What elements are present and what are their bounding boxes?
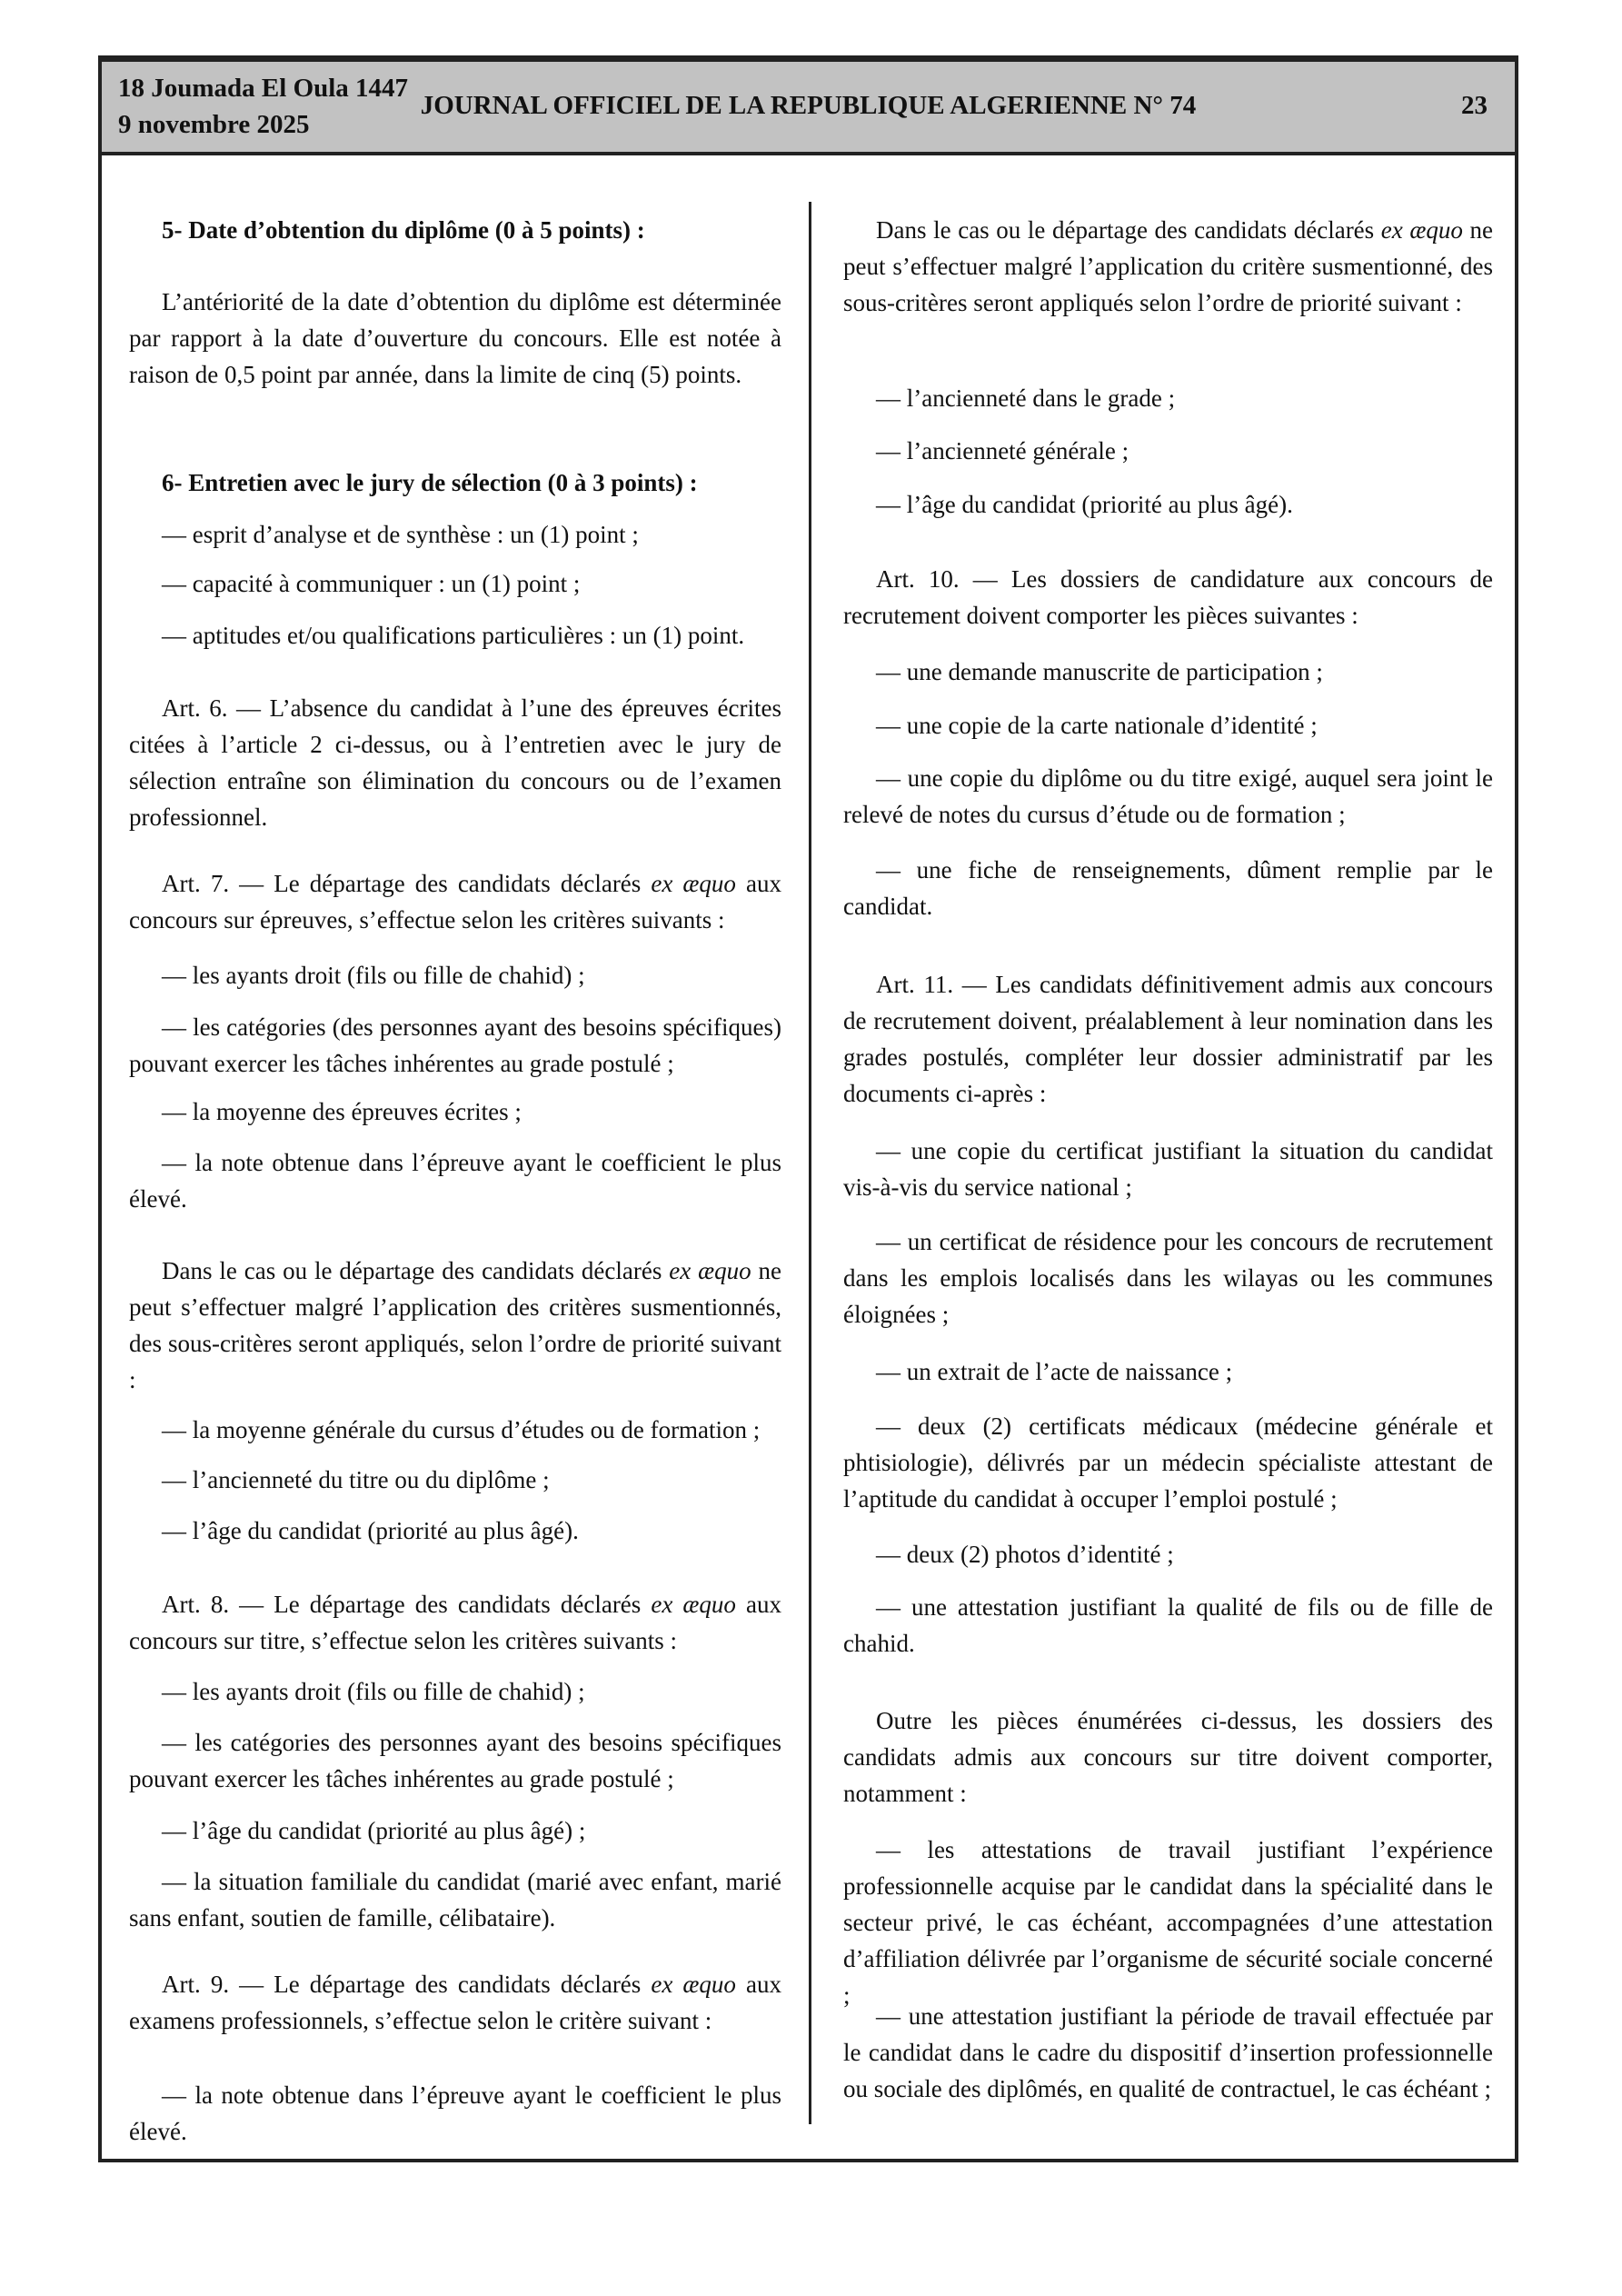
right-column-paragraph <box>843 1133 1493 1205</box>
paragraph-text: Art. 6. — L’absence du candidat à l’une des épreuves écrites citées à l’article 2 ci-dessus, ou à l’entretien avec le jury de sélection entraîne son élimination du concours ou de l’examen professionnel. <box>129 694 781 831</box>
left-column-paragraph <box>129 565 781 602</box>
right-column-paragraph <box>843 1536 1493 1572</box>
paragraph-text: Art. 10. — Les dossiers de candidature aux concours de recrutement doivent comporter les pièces suivantes : <box>843 565 1493 629</box>
paragraph-text: ne peut s’effectuer malgré l’application du critère susmentionné, des sous-critères seront appliqués selon l’ordre de priorité suivant : <box>843 216 1493 316</box>
left-column-paragraph <box>129 1253 781 1398</box>
left-column-paragraph <box>129 1512 781 1549</box>
left-column-paragraph <box>129 1009 781 1082</box>
paragraph-text: ne peut s’effectuer malgré l’application des critères susmentionnés, des sous-critères seront appliqués, selon l’ordre de priorité suivant : <box>129 1257 781 1393</box>
left-column-paragraph <box>129 212 781 248</box>
paragraph-text: Art. 9. — Le départage des candidats déclarés <box>162 1971 652 1998</box>
page-number: 23 <box>1461 91 1488 120</box>
left-column-paragraph <box>129 1093 781 1130</box>
header-date-hijri: 18 Joumada El Oula 1447 <box>118 74 409 103</box>
paragraph-text: — une copie de la carte nationale d’identité ; <box>876 712 1318 739</box>
left-column-paragraph <box>129 1812 781 1849</box>
right-column-paragraph <box>843 1832 1493 2013</box>
paragraph-text: Art. 7. — Le départage des candidats déclarés <box>162 870 652 897</box>
paragraph-text: — la note obtenue dans l’épreuve ayant le coefficient le plus élevé. <box>129 1149 781 1213</box>
paragraph-text: — les attestations de travail justifiant l’expérience professionnelle acquise par le candidat dans la spécialité dans le secteur privé, le cas échéant, accompagnées d’une attestation d’affiliation délivrée par l’organisme de sécurité sociale concerné ; <box>843 1836 1493 2009</box>
left-column-paragraph <box>129 865 781 938</box>
left-column-paragraph <box>129 617 781 654</box>
latin-term: ex æquo <box>651 870 736 897</box>
right-column-paragraph <box>843 1223 1493 1333</box>
right-column-paragraph <box>843 380 1493 416</box>
left-column-paragraph <box>129 1462 781 1498</box>
right-column-paragraph <box>843 1589 1493 1662</box>
latin-term: ex æquo <box>651 1591 736 1618</box>
paragraph-text: — une attestation justifiant la qualité de fils ou de fille de chahid. <box>843 1593 1493 1657</box>
right-column-paragraph <box>843 433 1493 469</box>
left-column-paragraph <box>129 1673 781 1710</box>
paragraph-text: — capacité à communiquer : un (1) point ; <box>162 570 581 597</box>
paragraph-text: — l’âge du candidat (priorité au plus âgé). <box>876 491 1293 518</box>
right-column-paragraph <box>843 486 1493 523</box>
paragraph-text: — une fiche de renseignements, dûment remplie par le candidat. <box>843 856 1493 920</box>
left-column-paragraph <box>129 464 781 501</box>
column-divider <box>809 202 811 2124</box>
left-column-paragraph <box>129 516 781 553</box>
header-date-gregorian: 9 novembre 2025 <box>118 110 310 139</box>
paragraph-text: — l’ancienneté générale ; <box>876 437 1129 464</box>
paragraph-text: — les ayants droit (fils ou fille de chahid) ; <box>162 1678 585 1705</box>
paragraph-text: — les catégories (des personnes ayant des besoins spécifiques) pouvant exercer les tâches inhérentes au grade postulé ; <box>129 1013 781 1077</box>
right-column-paragraph <box>843 760 1493 833</box>
paragraph-text: — la situation familiale du candidat (marié avec enfant, marié sans enfant, soutien de famille, célibataire). <box>129 1868 781 1932</box>
paragraph-text: — l’ancienneté du titre ou du diplôme ; <box>162 1466 550 1493</box>
paragraph-text: — les catégories des personnes ayant des besoins spécifiques pouvant exercer les tâches inhérentes au grade postulé ; <box>129 1729 781 1792</box>
paragraph-text: — la moyenne des épreuves écrites ; <box>162 1098 522 1125</box>
paragraph-text: — un certificat de résidence pour les concours de recrutement dans les emplois localisés dans les wilayas ou les communes éloignées ; <box>843 1228 1493 1328</box>
paragraph-text: — deux (2) certificats médicaux (médecine générale et phtisiologie), délivrés par un médecin spécialiste attestant de l’aptitude du candidat à occuper l’emploi postulé ; <box>843 1413 1493 1512</box>
section-heading: 6- Entretien avec le jury de sélection (0 à 3 points) : <box>162 469 698 496</box>
paragraph-text: — un extrait de l’acte de naissance ; <box>876 1358 1233 1385</box>
paragraph-text: Outre les pièces énumérées ci-dessus, les dossiers des candidats admis aux concours sur titre doivent comporter, notamment : <box>843 1707 1493 1807</box>
paragraph-text: — esprit d’analyse et de synthèse : un (1) point ; <box>162 521 639 548</box>
paragraph-text: aux concours sur titre, s’effectue selon les critères suivants : <box>129 1591 781 1654</box>
paragraph-text: — la moyenne générale du cursus d’études ou de formation ; <box>162 1416 761 1443</box>
left-column-paragraph <box>129 284 781 393</box>
paragraph-text: — l’ancienneté dans le grade ; <box>876 384 1176 412</box>
right-column-paragraph <box>843 1702 1493 1812</box>
right-column-paragraph <box>843 654 1493 690</box>
left-column-paragraph <box>129 1412 781 1448</box>
left-column-paragraph <box>129 1586 781 1659</box>
right-column-paragraph <box>843 561 1493 634</box>
paragraph-text: Art. 8. — Le départage des candidats déclarés <box>162 1591 652 1618</box>
paragraph-text: — deux (2) photos d’identité ; <box>876 1541 1174 1568</box>
left-column-paragraph <box>129 690 781 835</box>
paragraph-text: — aptitudes et/ou qualifications particulières : un (1) point. <box>162 622 745 649</box>
right-column-paragraph <box>843 1408 1493 1517</box>
paragraph-text: — la note obtenue dans l’épreuve ayant le coefficient le plus élevé. <box>129 2081 781 2145</box>
latin-term: ex æquo <box>651 1971 736 1998</box>
right-column-paragraph <box>843 212 1493 321</box>
paragraph-text: Dans le cas ou le départage des candidats déclarés <box>162 1257 670 1284</box>
left-column-paragraph <box>129 1724 781 1797</box>
paragraph-text: Art. 11. — Les candidats définitivement admis aux concours de recrutement doivent, préalablement à leur nomination dans les grades postulés, compléter leur dossier administratif par les documents ci-après : <box>843 971 1493 1107</box>
paragraph-text: aux concours sur épreuves, s’effectue selon les critères suivants : <box>129 870 781 933</box>
paragraph-text: Dans le cas ou le départage des candidats déclarés <box>876 216 1381 244</box>
latin-term: ex æquo <box>669 1257 751 1284</box>
journal-title: JOURNAL OFFICIEL DE LA REPUBLIQUE ALGERIENNE N° 74 <box>420 91 1197 120</box>
paragraph-text: — une copie du diplôme ou du titre exigé, auquel sera joint le relevé de notes du cursus d’étude ou de formation ; <box>843 764 1493 828</box>
left-column-paragraph <box>129 1144 781 1217</box>
paragraph-text: L’antériorité de la date d’obtention du diplôme est déterminée par rapport à la date d’ouverture du concours. Elle est notée à raison de 0,5 point par année, dans la limite de cinq (5) points. <box>129 288 781 388</box>
left-column-paragraph <box>129 2077 781 2150</box>
paragraph-text: — l’âge du candidat (priorité au plus âgé). <box>162 1517 579 1544</box>
paragraph-text: — une copie du certificat justifiant la situation du candidat vis-à-vis du service national ; <box>843 1137 1493 1201</box>
right-column-paragraph <box>843 1998 1493 2107</box>
paragraph-text: — une attestation justifiant la période de travail effectuée par le candidat dans le cadre du dispositif d’insertion professionnelle ou sociale des diplômés, en qualité de contractuel, le cas échéant ; <box>843 2002 1493 2102</box>
latin-term: ex æquo <box>1380 216 1463 244</box>
right-column-paragraph <box>843 707 1493 744</box>
paragraph-text: aux examens professionnels, s’effectue selon le critère suivant : <box>129 1971 781 2034</box>
right-column-paragraph <box>843 966 1493 1112</box>
left-column-paragraph <box>129 957 781 993</box>
left-column-paragraph <box>129 1966 781 2039</box>
right-column-paragraph <box>843 852 1493 924</box>
paragraph-text: — l’âge du candidat (priorité au plus âgé) ; <box>162 1817 586 1844</box>
page-header <box>102 59 1515 155</box>
paragraph-text: — une demande manuscrite de participation ; <box>876 658 1323 685</box>
section-heading: 5- Date d’obtention du diplôme (0 à 5 points) : <box>162 216 645 244</box>
right-column-paragraph <box>843 1353 1493 1390</box>
paragraph-text: — les ayants droit (fils ou fille de chahid) ; <box>162 962 585 989</box>
left-column-paragraph <box>129 1863 781 1936</box>
